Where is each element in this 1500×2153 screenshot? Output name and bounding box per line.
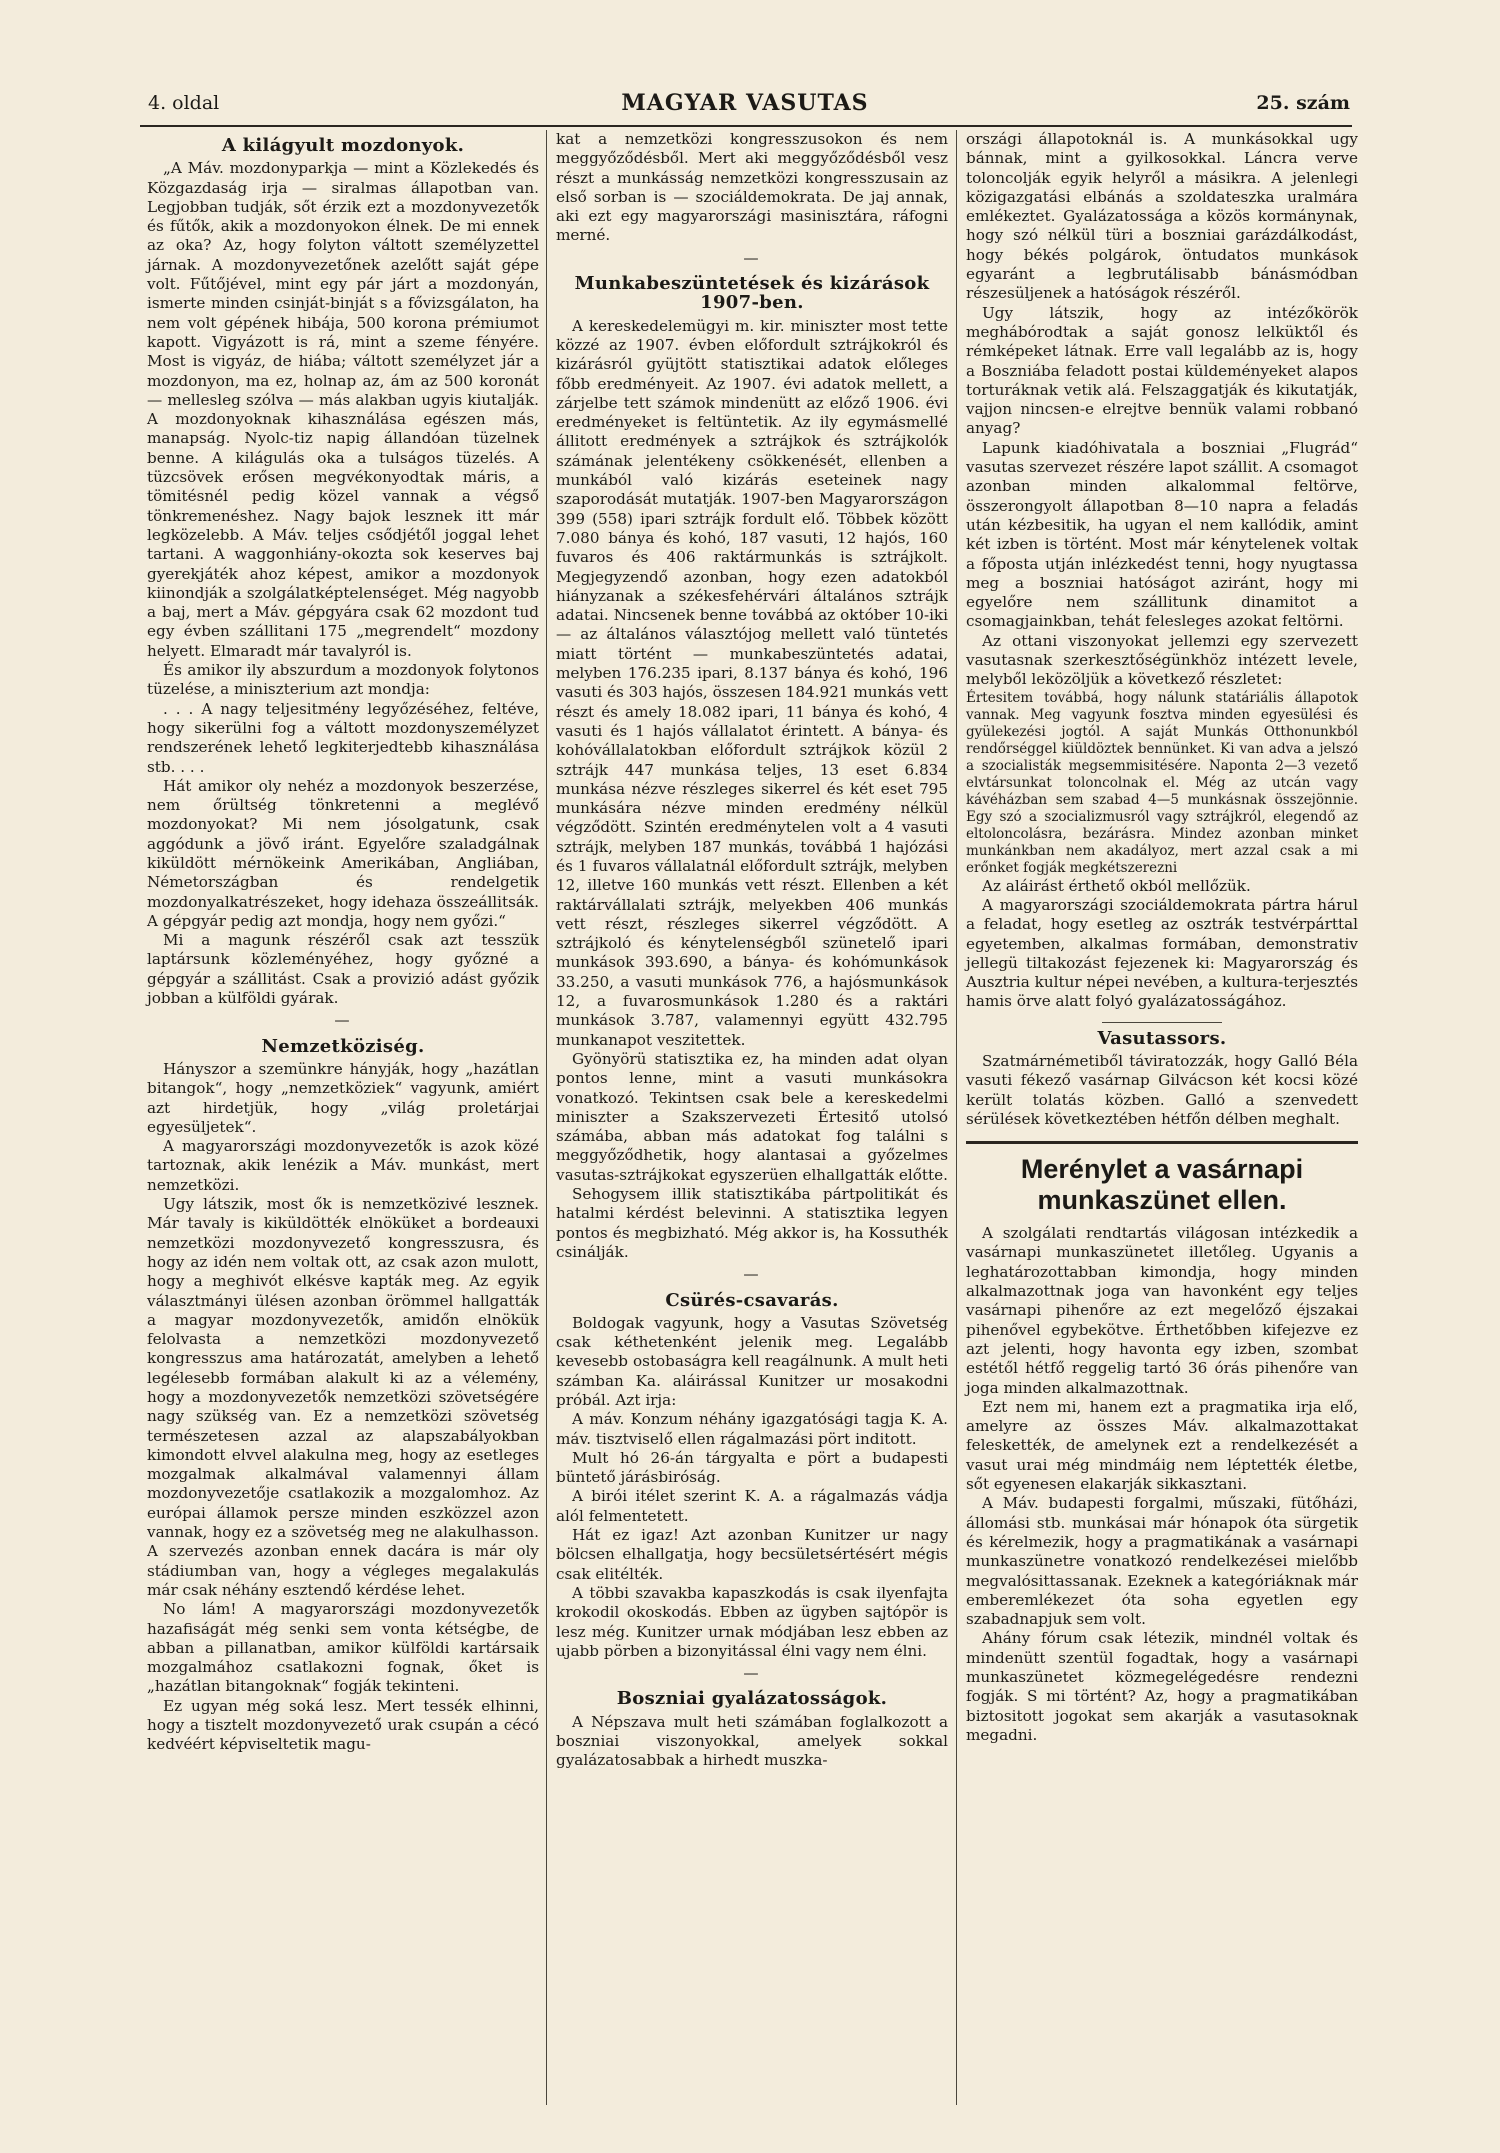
article-title: Vasutassors. (1097, 1027, 1227, 1049)
paragraph: Szatmárnémetiből táviratozzák, hogy Galló Béla vasuti fékező vasárnap Gilvácson két kocsi közé került tolatás közben. Galló a szenvedett sérülések következtében hétfőn délben meghalt. (966, 1051, 1358, 1128)
page-header (140, 86, 1350, 126)
paragraph: Hányszor a szemünkre hányják, hogy „hazátlan bitangok“, hogy „nemzetköziek“ vagyunk, amiért azt hirdetjük, hogy „világ proletárjai egyesüljetek“. (147, 1059, 539, 1136)
paragraph: És amikor ily abszurdum a mozdonyok folytonos tüzelése, a miniszterium azt mondja: (147, 661, 539, 699)
issue-number: 25. szám (1256, 92, 1350, 114)
separator: — (743, 1265, 761, 1284)
column-3 (966, 130, 1358, 1745)
paragraph: Ugy látszik, most ők is nemzetközivé lesznek. Már tavaly is kiküldötték elnöküket a bordeauxi nemzetközi mozdonyvezető kongresszusra, és hogy az idén nem voltak ott, az csak azon mulott, hogy a meghivót elkésve kapták meg. Az egyik választmányi ülésen azonban örömmel hallgatták a magyar mozdonyvezetők, amidőn elnökük felolvasta a nemzetközi mozdonyvezető kongresszus ama határozatát, amelyben a lehető legélesebb formában alakult ki az a vélemény, hogy a mozdonyvezetők nemzetközi szövetségére nagy szükség van. Ez a nemzetközi szövetség természetesen azzal az alapszabályokban kimondott elvvel alakulna meg, hogy az esetleges mozgalmak alkalmával valamennyi állam mozdonyvezetője csatlakozik a mozgalomhoz. Az európai államok persze minden eszközzel azon vannak, hogy ez a szövetség meg ne alakulhasson. A szervezés azonban ennek dacára is már oly stádiumban van, hogy a végleges megalakulás már csak néhány esztendő kérdése lehet. (147, 1195, 539, 1599)
column-divider (546, 130, 547, 2105)
quoted-paragraph: . . . A nagy teljesitmény legyőzéséhez, feltéve, hogy sikerülni fog a váltott mozdonyszemélyzet rendszerének lehető legkiterjedtebb kihasználása stb. . . . (147, 699, 539, 776)
column-2 (556, 130, 948, 1771)
paragraph: A kereskedelemügyi m. kir. miniszter most tette közzé az 1907. évben előfordult sztrájkokról és kizárásról gyüjtött statisztikai adatok előleges főbb eredményeit. Az 1907. évi adatok mellett, a zárjelbe tett számok mindenütt az előző 1906. évi eredményeket is feltüntetik. Az ily egymásmellé állitott eredmények a sztrájkok és sztrájkolók számának jelentékeny csökkenését, ellenben a munkából való kizárás eseteinek nagy szaporodását mutatják. 1907-ben Magyarországon 399 (558) ipari sztrájk fordult elő. Többek között 7.080 bánya és kohó, 187 vasuti, 12 hajós, 160 fuvaros és 406 raktármunkás is sztrájkolt. Megjegyzendő azonban, hogy ezen adatokból hiányzanak a székesfehérvári általános sztrájk adatai. Nincsenek benne továbbá az október 10-iki — az általános választójog mellett való tüntetés miatt történt — munkabeszüntetés adatai, melyben 176.235 ipari, 8.137 bánya és kohó, 196 vasuti és 303 hajós, összesen 184.921 munkás vett részt és amely 18.082 ipari, 11 bánya és kohó, 4 vasuti és 1 hajós vállalatot érintett. A bánya- és kohóvállalatokban előfordult sztrájkok közül 2 sztrájk 447 munkása teljes, 13 eset 6.834 munkása nézve részleges sikerrel és két eset 795 munkására nézve minden eredmény nélkül végződött. Szintén eredménytelen volt a 4 vasuti sztrájk, melyben 187 munkás, továbbá 1 hajózási és 1 fuvaros vállalatnál előfordult sztrájk, melyben 12, illetve 160 munkás vett részt. Ellenben a két raktárvállalati sztrájk, melyekben 406 munkás vett részt, részleges sikerrel végződött. A sztrájkoló és kénytelenségből szünetelő ipari munkások 393.690, a bánya- és kohómunkások 33.250, a vasuti munkások 776, a hajósmunkások 12, a fuvarosmunkások 1.280 és a raktári munkások 3.787, valamennyi együtt 432.795 munkanapot veszitettek. (556, 316, 948, 1049)
paragraph: A magyarországi szociáldemokrata pártra hárul a feladat, hogy esetleg az osztrák testvérpárttal egyetemben, alkalmas formában, demonstrativ jellegü tiltakozást fejezenek ki: Magyarország és Ausztria kultur népei nevében, a kultura-terjesztés hamis örve alatt folyó gyalázatosságához. (966, 895, 1358, 1011)
paragraph: A szolgálati rendtartás világosan intézkedik a vasárnapi munkaszünetet illetőleg. Ugyanis a leghatározottabban kimondja, hogy minden alkalmazottnak joga van havonként egy teljes vasárnapi pihenőre az ezt megelőző éjszakai pihenővel egybekötve. Érthetőbben kifejezve ez azt jelenti, hogy havonta egy izben, szombat estétől hétfő reggelig tartó 36 órás pihenőre van joga minden alkalmazottnak. (966, 1224, 1358, 1397)
paragraph: Gyönyörü statisztika ez, ha minden adat olyan pontos lenne, mint a vasuti munkásokra vonatkozó. Tekintsen csak bele a kereskedelmi miniszter a Szakszervezeti Értesitő utolsó számába, abban más adatokat fog találni s meggyőződhetik, hogy alantasai a győzelmes vasutas-sztrájkokat egyszerüen elhallgatták előtte. (556, 1049, 948, 1184)
paragraph: országi állapotoknál is. A munkásokkal ugy bánnak, mint a gyilkosokkal. Láncra verve toloncolják egyik helyről a másikra. A jelenlegi közigazgatási elbánás a szoldateszka uralmára emlékeztet. Gyalázatossága a közös kormánynak, hogy szó nélkül türi a boszniai garázdálkodást, hogy békés polgárok, öntudatos munkások egyaránt a legbrutálisabb bánásmódban részesüljenek a hatóságok részéről. (966, 130, 1358, 303)
article-title: Munkabeszüntetések és kizárások 1907-ben. (574, 273, 930, 314)
paragraph: Hát amikor oly nehéz a mozdonyok beszerzése, nem őrültség tönkretenni a meglévő mozdonyokat? Mi nem jósolgatunk, csak aggódunk a jövő iránt. Egyelőre szaladgálnak kiküldött mérnökeink Amerikában, Angliában, Németországban és rendelgetik mozdonyalkatrészeket, hogy idehaza összeállitsák. A gépgyár pedig azt mondja, hogy nem győzi.“ (147, 776, 539, 930)
article-title: Nemzetköziség. (261, 1035, 425, 1057)
article-title: Boszniai gyalázatosságok. (616, 1688, 888, 1710)
paragraph: Sehogysem illik statisztikába pártpolitikát és hatalmi kérdést belevinni. A statisztika legyen pontos és megbizható. Még akkor is, ha Kossuthék csinálják. (556, 1185, 948, 1261)
paragraph: A Népszava mult heti számában foglalkozott a boszniai viszonyokkal, amelyek sokkal gyalázatosabbak a hirhedt muszka- (556, 1712, 948, 1770)
article-headline: Merénylet a vasárnapi munkaszünet ellen. (1020, 1154, 1304, 1216)
separator-rule (1102, 1022, 1222, 1023)
paragraph: Mult hó 26-án tárgyalta e pört a budapesti büntető járásbiróság. (556, 1448, 948, 1487)
paragraph: Az ottani viszonyokat jellemzi egy szervezett vasutasnak szerkesztőségünkhöz intézett levele, melyből leközöljük a következő részletet: (966, 631, 1358, 689)
paragraph: kat a nemzetközi kongresszusokon és nem meggyőződésből. Mert aki meggyőződésből vesz részt a munkásság nemzetközi kongresszusain az első sorban is — szociáldemokrata. De jaj annak, aki ezt egy magyarországi masinisztára, ráfogni merné. (556, 130, 948, 245)
separator: — (334, 1011, 352, 1030)
paragraph: Ezt nem mi, hanem ezt a pragmatika irja elő, amelyre az összes Máv. alkalmazottakat feleskették, de amelynek ezt a rendelkezését a vasut urai még mindmáig nem léptették életbe, sőt egyenesen elakarják sikkasztani. (966, 1397, 1358, 1494)
paragraph: A többi szavakba kapaszkodás is csak ilyenfajta krokodil okoskodás. Ebben az ügyben sajtópör is lesz még. Kunitzer urnak módjában lesz ebben az ujabb pörben a bizonyitással élni vagy nem élni. (556, 1583, 948, 1660)
newspaper-title: MAGYAR VASUTAS (621, 90, 869, 116)
paragraph: „A Máv. mozdonyparkja — mint a Közlekedés és Közgazdaság irja — siralmas állapotban van. Legjobban tudják, sőt érzik ezt a mozdonyvezetők és fűtők, akik a mozdonyokon élnek. De mi ennek az oka? Az, hogy folyton váltott személyzettel járnak. A mozdonyvezetőnek azelőtt saját gépe volt. Fűtőjével, mint egy pár járt a mozdonyán, ismerte minden csinját-binját s a fővizsgálaton, ha nem volt gépének hibája, 500 korona prémiumot kapott. Vigyázott is rá, mint a szeme fényére. Most is vigyáz, de hiába; váltott személyzet jár a mozdonyon, ma ez, holnap az, ám az 500 koronát — mellesleg szólva — más alakban ugyis kiutalják. A mozdonyoknak kihasználása egészen más, manapság. Nyolc-tiz napig állandóan tüzelnek benne. A kilágulás oka a tulságos tüzelés. A tüzcsövek erősen megvékonyodtak máris, a tömitésnél pedig közel vannak a végső tönkremenéshez. Nagy bajok lesznek itt már legközelebb. A Máv. teljes csődjétől joggal lehet tartani. A waggonhiány-okozta sok keserves baj gyerekjáték ahoz képest, amikor a mozdonyok kiinondják a szolgálatképtelenséget. Még nagyobb a baj, mert a Máv. gépgyára csak 62 mozdont tud egy évben szállitani 175 „megrendelt“ mozdony helyett. Elmaradt már tavalyról is. (147, 159, 539, 660)
paragraph: Ez ugyan még soká lesz. Mert tessék elhinni, hogy a tisztelt mozdonyvezető urak csupán a cécó kedvéért képviseltetik magu- (147, 1696, 539, 1754)
separator: — (743, 248, 761, 267)
paragraph: Ahány fórum csak létezik, mindnél voltak és mindenütt szentül fogadtak, hogy a vasárnapi munkaszünetet közmegelégedésre rendezni fogják. S mi történt? Az, hogy a pragmatikában biztositott jogokat sem akarják a vasutasoknak megadni. (966, 1629, 1358, 1744)
paragraph: A Máv. budapesti forgalmi, műszaki, fütőházi, állomási stb. munkásai már hónapok óta sürgetik és kérelmezik, hogy a pragmatikának a vasárnapi munkaszünetre vonatkozó rendelkezései mielőbb megvalósittassanak. Ezeknek a kategóriáknak már emberemlékezet óta soha egyetlen egy szabadnapjuk sem volt. (966, 1494, 1358, 1629)
page-number: 4. oldal (148, 92, 220, 114)
paragraph: Ugy látszik, hogy az intézőkörök meghábórodtak a saját gonosz lelküktől és rémképeket látnak. Erre vall legalább az is, hogy a Boszniába feladott postai küldeményeket alapos torturáknak vetik alá. Felszaggatják és kikutatják, vajjon nincsen-e elrejtve bennük valami robbanó anyag? (966, 303, 1358, 438)
paragraph: Mi a magunk részéről csak azt tesszük laptársunk közleményéhez, hogy győzné a gépgyár a szállitást. Csak a provizió adást győzik jobban a külföldi gyárak. (147, 931, 539, 1008)
section-rule (966, 1141, 1358, 1144)
quoted-letter: Értesitem továbbá, hogy nálunk statáriális állapotok vannak. Meg vagyunk fosztva minden egyesülési és gyülekezési jogtól. A saját Munkás Otthonunkból rendőrséggel kiüldöztek bennünket. Ki van adva a jelszó a szocialisták megsemmisitésére. Naponta 2—3 vezető elvtársunkat toloncolnak el. Még az utcán vagy kávéházban sem szabad 4—5 munkásnak összejönnie. Egy szó a szocializmusról vagy sztrájkról, elegendő az eltoloncolásra, bezárásra. Mindez azonban minket munkánkban nem akadályoz, mert azzal csak a mi erőnket fogják megkétszerezni (966, 689, 1358, 876)
article-title: Csürés-csavarás. (665, 1289, 839, 1311)
paragraph: Az aláirást érthető okból mellőzük. (982, 876, 1251, 895)
header-rule (140, 125, 1352, 127)
paragraph: A magyarországi mozdonyvezetők is azok közé tartoznak, akik lenézik a Máv. munkást, mert nemzetközi. (147, 1137, 539, 1194)
paragraph: Boldogak vagyunk, hogy a Vasutas Szövetség csak kéthetenként jelenik meg. Legalább kevesebb ostobaságra kell reagálnunk. A mult heti számban Ka. aláirással Kunitzer ur mosakodni próbál. Azt irja: (556, 1313, 948, 1409)
paragraph: Lapunk kiadóhivatala a boszniai „Flugrád“ vasutas szervezet részére lapot szállit. A csomagot azonban minden alkalommal feltörve, összerongyolt állapotban 8—10 napra a feladás után kézbesitik, ha ugyan el nem kallódik, amint két izben is történt. Most már kénytelenek voltak a főposta utján inlézkedést tenni, hogy nyugtassa meg a boszniai hatóságot aziránt, hogy mi egyelőre nem szállitunk dinamitot a csomagjainkban, tehát felesleges azokat feltörni. (966, 438, 1358, 631)
paragraph: No lám! A magyarországi mozdonyvezetők hazafiságát még senki sem vonta kétségbe, de abban a pillanatban, amikor külföldi kartársaik mozgalmához csatlakozni fognak, őket is „hazátlan bitangoknak“ fogják tekinteni. (147, 1600, 539, 1696)
column-divider (956, 130, 957, 2105)
separator: — (743, 1664, 761, 1683)
paragraph: A birói itélet szerint K. A. a rágalmazás vádja alól felmentetett. (556, 1487, 948, 1525)
paragraph: Hát ez igaz! Azt azonban Kunitzer ur nagy bölcsen elhallgatja, hogy becsületsértésért mégis csak elitélték. (556, 1526, 948, 1583)
column-1 (147, 130, 539, 1755)
article-title: A kilágyult mozdonyok. (221, 135, 465, 156)
paragraph: A máv. Konzum néhány igazgatósági tagja K. A. máv. tisztviselő ellen rágalmazási pört inditott. (556, 1410, 948, 1448)
